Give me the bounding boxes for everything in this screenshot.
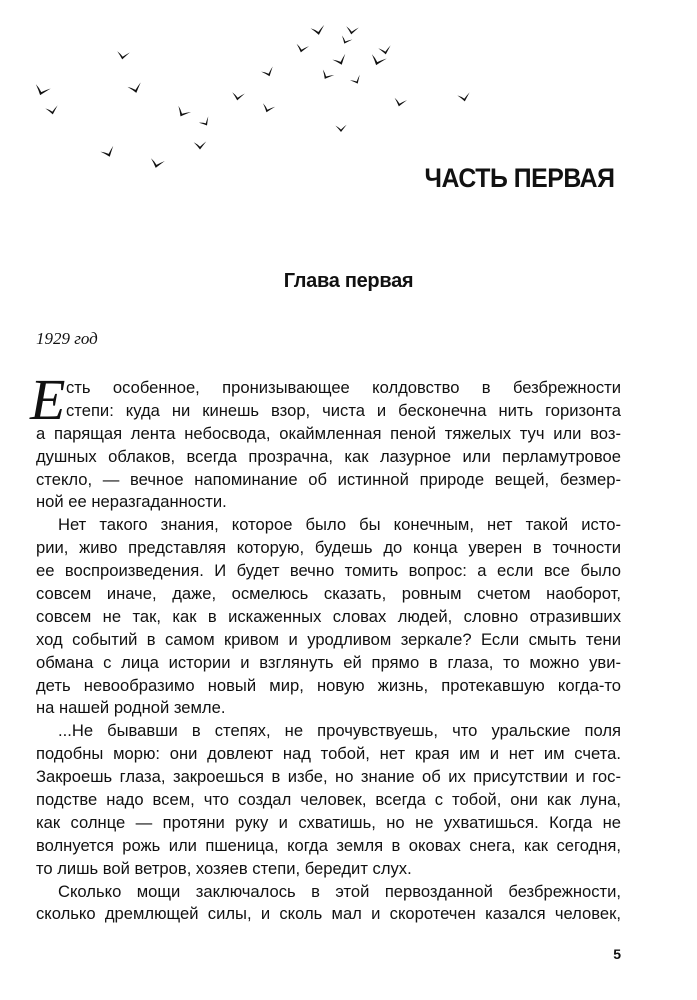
drop-cap: Е — [30, 367, 66, 432]
bird-icon — [194, 141, 207, 149]
text-line: подстве надо всем, что создал человек, всегда с тобой, они как луна, — [36, 790, 621, 810]
text-line: Закроешь глаза, закроешься в избе, но знание об их присутствии и гос- — [36, 767, 621, 787]
paragraph-1 — [30, 367, 621, 514]
bird-icon — [261, 66, 276, 78]
text-line: рии, живо представляя которую, будешь до конца уверен в точности — [36, 538, 621, 558]
chapter-title: Глава первая — [283, 270, 414, 292]
bird-icon — [335, 125, 346, 132]
bird-icon — [149, 157, 165, 169]
bird-icon — [45, 105, 59, 115]
bird-icon — [231, 91, 245, 101]
bird-icon — [332, 54, 348, 67]
bird-icon — [393, 97, 407, 108]
text-line: ...Не бывавши в степях, не прочувствуешь, что уральские поля — [58, 721, 621, 741]
bird-icon — [295, 43, 309, 54]
bird-icon — [339, 35, 352, 46]
body-text — [30, 367, 621, 926]
text-line: а парящая лента небосвода, окаймленная пеной тяжелых туч или воз- — [36, 423, 621, 443]
page-number: 5 — [613, 946, 621, 962]
bird-icon — [174, 105, 191, 120]
bird-icon — [261, 102, 276, 114]
text-line: сть особенное, пронизывающее колдовство в безбрежности — [66, 378, 621, 397]
text-line: то лишь вой ветров, хозяев степи, бередит слух. — [36, 858, 412, 878]
text-line: Сколько мощи заключалось в этой первозданной безбрежности, — [58, 881, 621, 901]
paragraph-3 — [36, 720, 621, 880]
text-line: как солнце — протяни руку и схватишь, но не ухватишься. Когда не — [36, 812, 621, 832]
text-line: волнуется рожь или пшеница, когда земля в оковах снега, как сегодня, — [36, 835, 621, 855]
text-line: ной ее неразгаданности. — [36, 492, 227, 512]
part-title: ЧАСТЬ ПЕРВАЯ — [425, 163, 615, 193]
bird-icon — [199, 116, 212, 128]
bird-icon — [369, 53, 387, 68]
text-line: на нашей родной земле. — [36, 698, 226, 718]
bird-icon — [350, 75, 363, 86]
bird-icon — [345, 25, 359, 35]
bird-icon — [319, 69, 334, 82]
bird-icon — [100, 146, 116, 159]
paragraph-4 — [36, 881, 621, 927]
text-line: Нет такого знания, которое было бы конечным, нет такой исто- — [58, 515, 621, 535]
bird-icon — [33, 83, 51, 98]
text-line: подобны морю: они довлеют над тобой, нет края им и нет им счета. — [36, 744, 621, 764]
text-line: стекло, — вечное напоминание об истинной природе вещей, безмер- — [36, 469, 621, 489]
text-line: степи: куда ни кинешь взор, чиста и бесконечна нить горизонта — [66, 400, 621, 420]
text-line: ее воспроизведения. И будет вечно томить вопрос: а если все было — [36, 561, 621, 581]
text-line: душных облаков, всегда прозрачна, как лазурное или перламутровое — [36, 446, 621, 466]
bird-icon — [378, 45, 392, 55]
paragraph-2 — [36, 514, 621, 720]
text-line: сколько дремлющей силы, и сколь мал и скоротечен казался человек, — [36, 904, 621, 924]
text-line: совсем не так, как в искаженных словах людей, словно отразивших — [36, 606, 621, 626]
text-line: деть невообразимо новый мир, новую жизнь, протекавшую когда-то — [36, 675, 621, 695]
bird-icon — [116, 50, 130, 60]
bird-icon — [457, 92, 471, 102]
chapter-year: 1929 год — [36, 329, 98, 348]
text-line: обмана с лица истории и взглянуть ей прямо в глаза, то можно уви- — [36, 652, 621, 672]
bird-icon — [127, 82, 143, 94]
text-line: совсем иначе, даже, осмелюсь сказать, ровным счетом наоборот, — [36, 584, 621, 604]
bird-icon — [310, 25, 325, 36]
text-line: ход событий в самом кривом и уродливом зеркале? Если смыть тени — [36, 629, 621, 649]
